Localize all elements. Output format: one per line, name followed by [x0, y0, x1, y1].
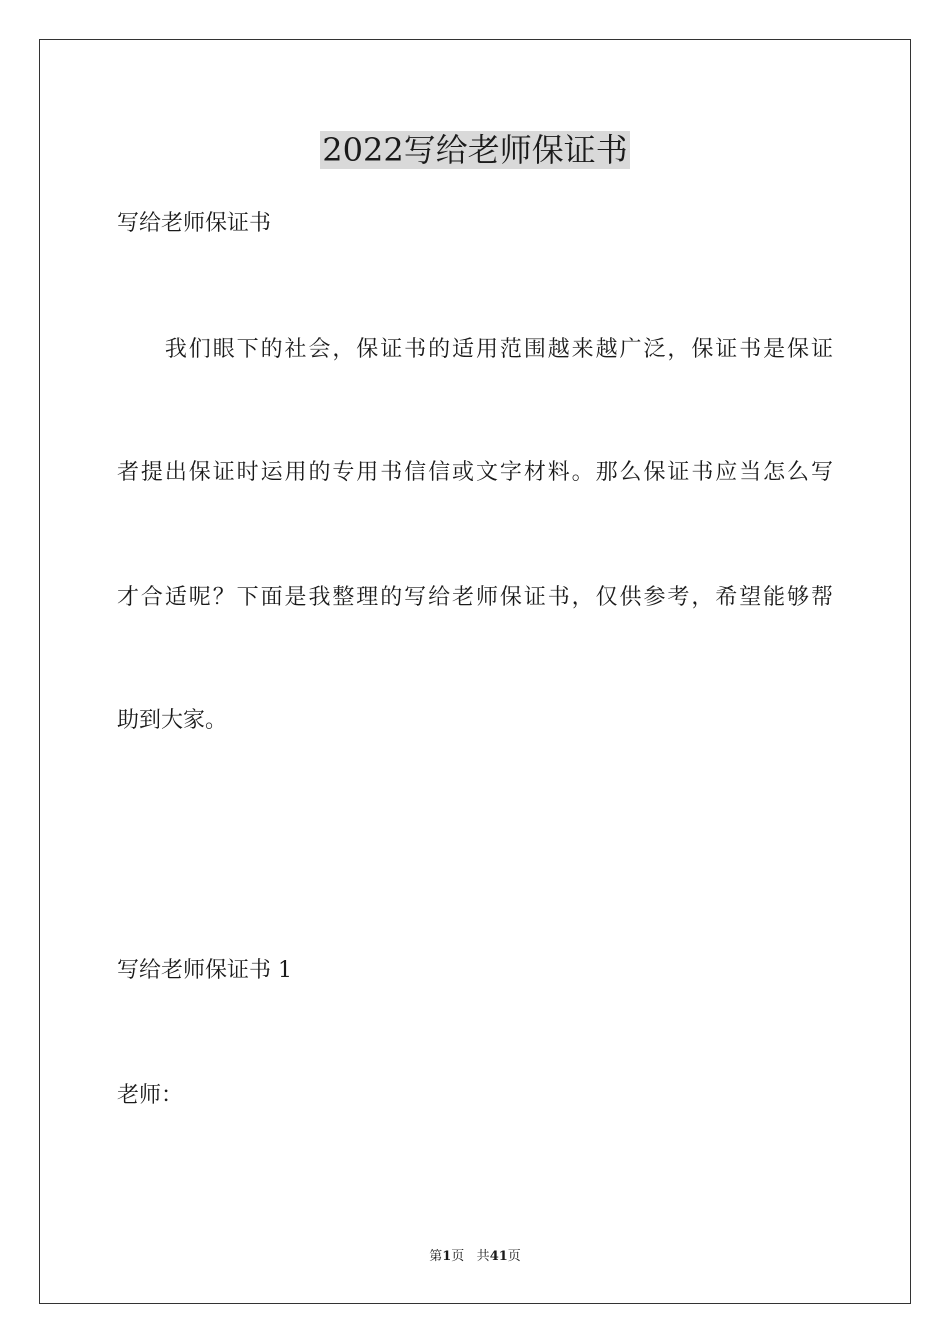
salutation: 老师： — [117, 1083, 184, 1108]
total-unit: 页 — [507, 1249, 521, 1264]
page-unit: 页 — [451, 1249, 465, 1264]
page-current-number: 1 — [442, 1249, 452, 1264]
page-footer — [0, 1248, 950, 1266]
section-heading: 写给老师保证书 1 — [117, 958, 292, 983]
page-prefix: 第 — [429, 1249, 443, 1264]
page-total-number: 41 — [489, 1249, 508, 1264]
total-prefix: 共 — [476, 1249, 490, 1264]
document-title — [0, 127, 950, 173]
intro-line-3: 才合适呢？下面是我整理的写给老师保证书，仅供参考，希望能够帮 — [117, 585, 833, 610]
document-title-text: 2022写给老师保证书 — [322, 131, 628, 169]
document-subtitle: 写给老师保证书 — [117, 211, 272, 236]
intro-line-4: 助到大家。 — [117, 708, 228, 733]
intro-line-2: 者提出保证时运用的专用书信信或文字材料。那么保证书应当怎么写 — [117, 460, 833, 485]
intro-line-1: 我们眼下的社会，保证书的适用范围越来越广泛，保证书是保证 — [117, 337, 833, 362]
